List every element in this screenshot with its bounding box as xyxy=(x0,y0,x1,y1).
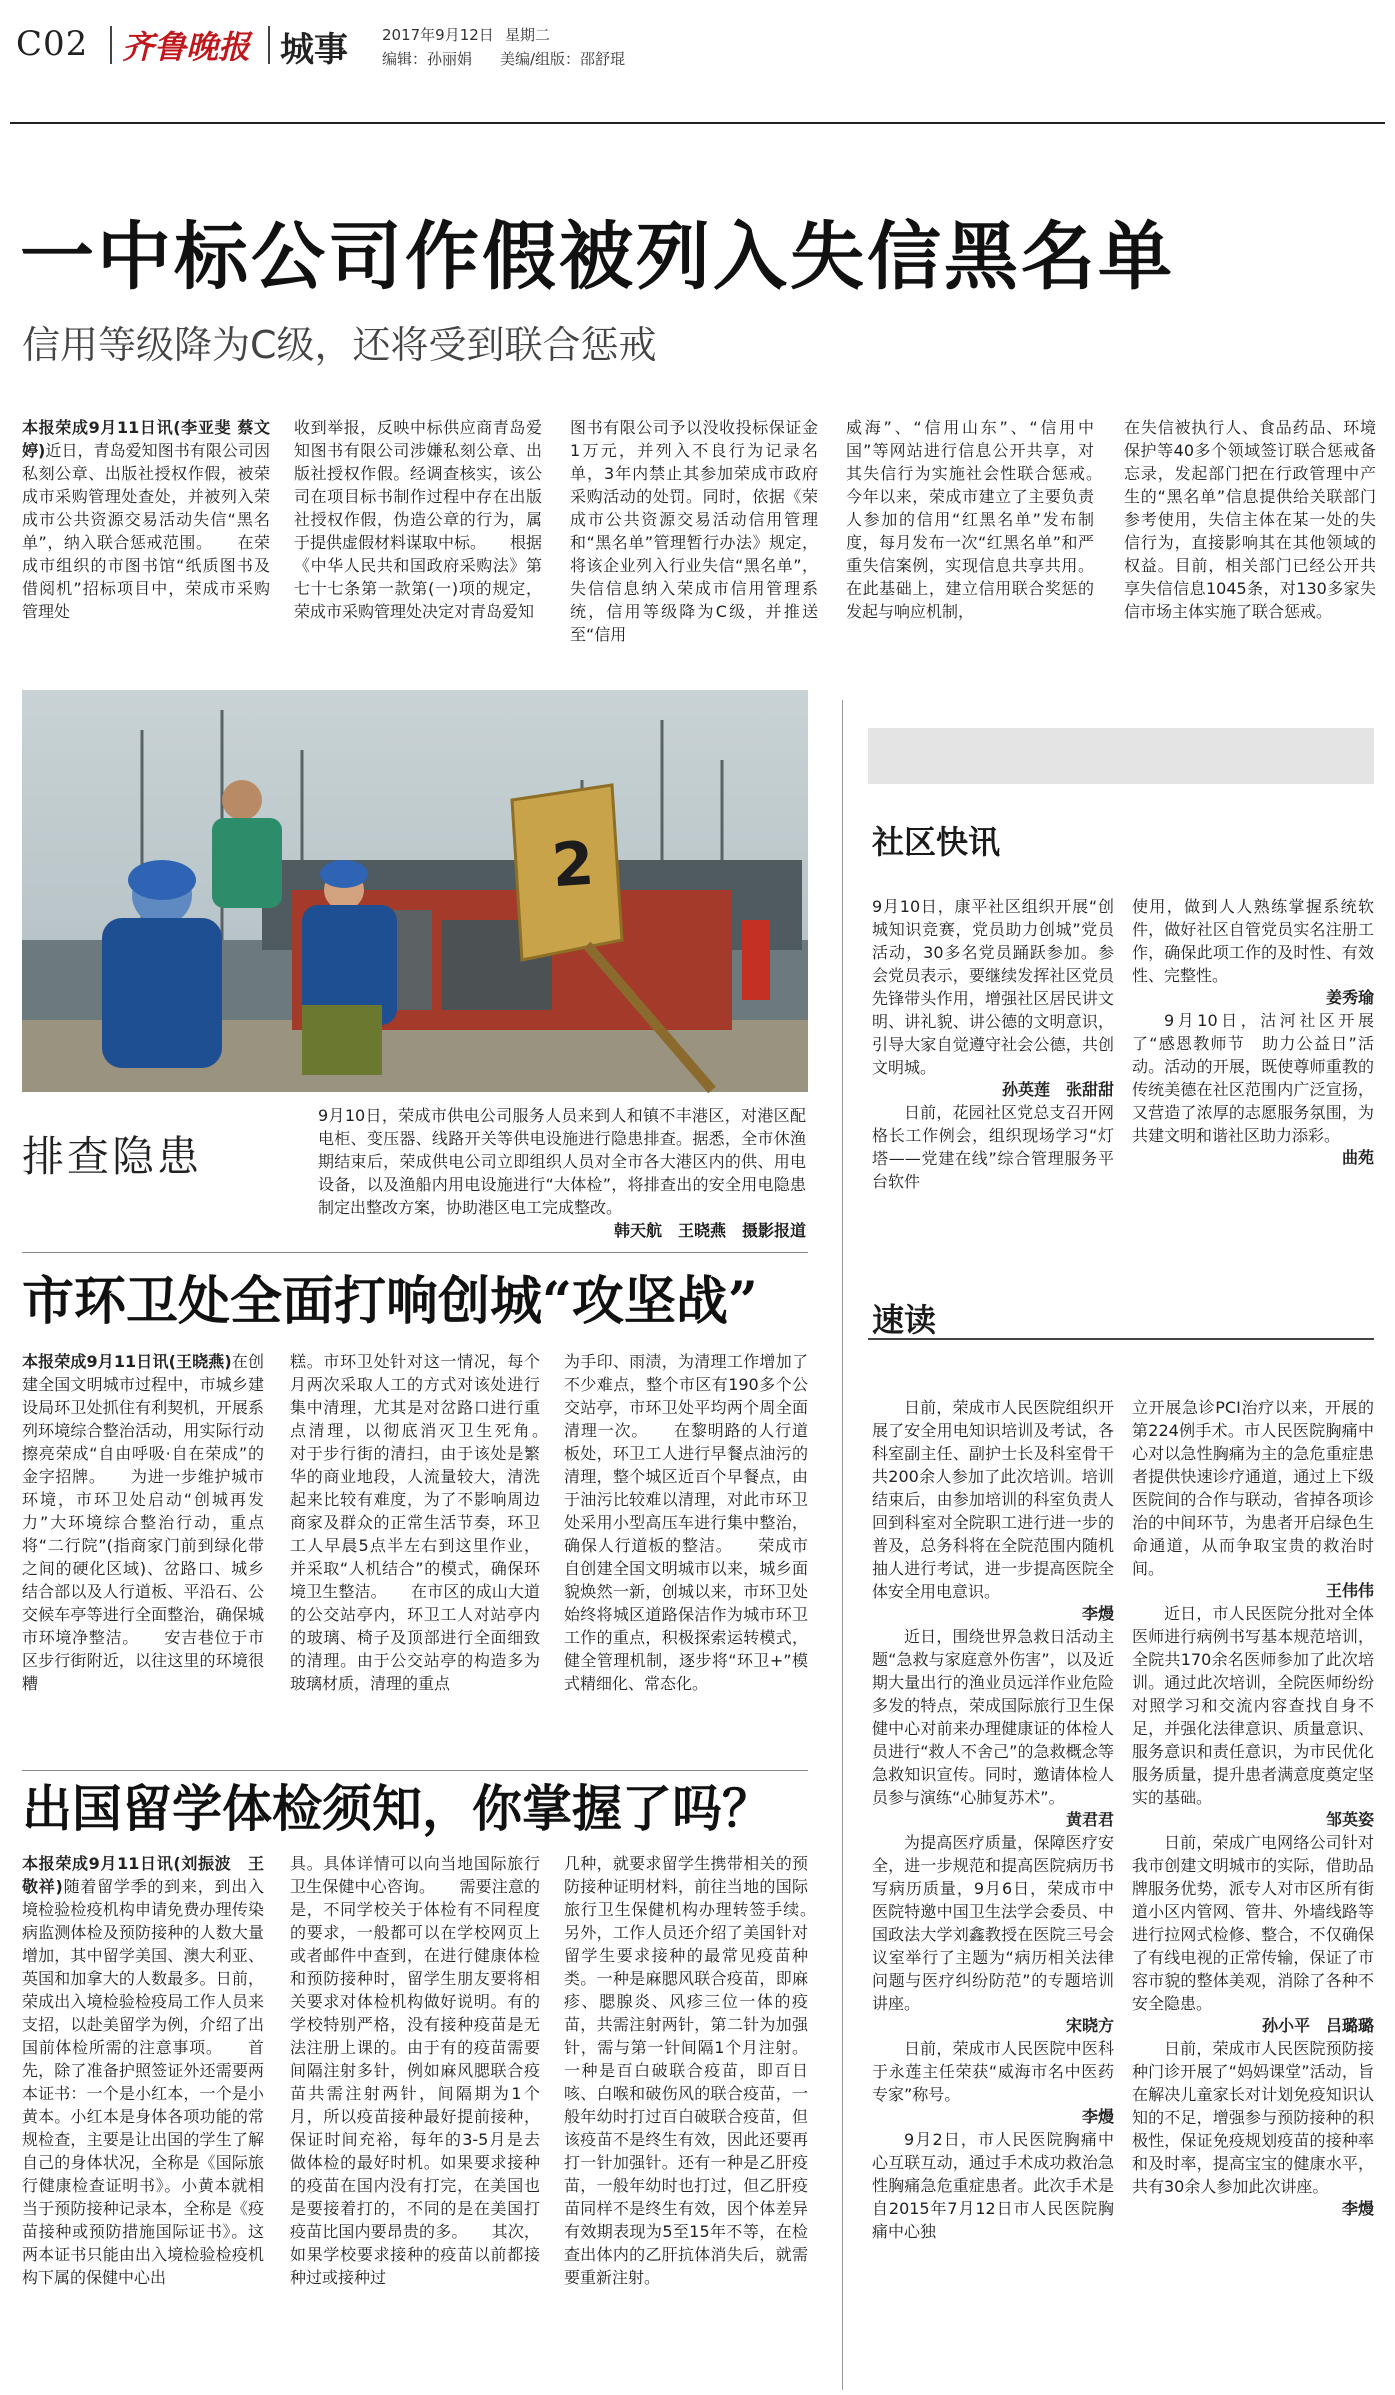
community-header-bar xyxy=(868,728,1374,784)
lead-headline: 一中标公司作假被列入失信黑名单 xyxy=(20,214,1175,300)
brief-byline: 黄君君 xyxy=(1065,1810,1114,1829)
header-rule xyxy=(10,122,1385,124)
lead-dateline: 本报荣成9月11日讯(李亚斐 蔡文婷) xyxy=(22,418,270,460)
community-byline: 姜秀瑜 xyxy=(1325,988,1374,1007)
masthead xyxy=(10,18,1395,78)
lead-column-5: 在失信被执行人、食品药品、环境保护等40多个领域签订联合惩戒备忘录，发起部门把在行政管理中产生的“黑名单”信息提供给关联部门参考使用，失信主体在某一处的失信行为，直接影响其在其他领域的权益。目前，相关部门已经公开共享失信信息1045条，对130多家失信市场主体实施了联合惩戒。 xyxy=(1124,418,1376,621)
photo-label: 排查隐患 xyxy=(22,1132,203,1181)
health-column-2: 具。具体详情可以向当地国际旅行卫生保健中心咨询。 需要注意的是，不同学校关于体检有不同程度的要求，一般都可以在学校网页上或者邮件中查到，在进行健康体检和预防接种时，留学生朋友要将相关要求对体检机构做好说明。有的学校特别严格，没有接种疫苗是无法注册上课的。由于有的疫苗需要间隔注射多针，例如麻风腮联合疫苗共需注射两针，间隔期为1个月，所以疫苗接种最好提前接种，保证时间充裕，每年的3-5月是去做体检的最好时机。如果要求接种的疫苗在国内没有打完，在美国也是要接着打的，不同的是在美国打疫苗比国内要昂贵的多。 其次，如果学校要求接种的疫苗以前都接种过或接种过 xyxy=(290,1854,540,2287)
news-photo xyxy=(22,690,808,1092)
sanitation-headline: 市环卫处全面打响创城“攻坚战” xyxy=(22,1271,758,1332)
brief-column-1: 日前，荣成市人民医院组织开展了安全用电知识培训及考试，各科室副主任、副护士长及科室骨干共200余人参加了此次培训。培训结束后，由参加培训的科室负责人回到科室对全院职工进行进一步的普及，总务科将在全院范围内随机抽人进行考试，进一步提高医院全体安全用电意识。 李熳 近日，围绕世界急救日活动主题“急救与家庭意外伤害”，以及近期大量出行的渔业员远洋作业危险多发的特点，荣成国际旅行卫生保健中心对前来办理健康证的体检人员进行“救人不舍己”的急救概念等急救知识宣传。同时，邀请体检人员参与演练“心肺复苏术”。 黄君君 为提高医疗质量，保障医疗安全，进一步规范和提高医院病历书写病历质量，9月6日，荣成市中医院特邀中国卫生法学会委员、中国政法大学刘鑫教授在医院三号会议室举行了主题为“病历相关法律问题与医疗纠纷防范”的专题培训讲座。 宋晓方 日前，荣成市人民医院中医科于永莲主任荣获“威海市名中医药专家”称号。 李熳 9月2日，市人民医院胸痛中心互联互动，通过手术成功救治急性胸痛急危重症患者。此次手术是自2015年7月12日市人民医院胸痛中心独 xyxy=(872,1398,1114,2241)
brief-byline: 王伟伟 xyxy=(1325,1581,1374,1600)
lead-column-4: 威海”、“信用山东”、“信用中国”等网站进行信息公开共享，对其失信行为实施社会性联合惩戒。 今年以来，荣成市建立了主要负责人参加的信用“红黑名单”发布制度，每月发布一次“红黑名单”和严重失信案例，实现信息共享共用。在此基础上，建立信用联合奖惩的发起与响应机制， xyxy=(846,418,1127,621)
sanitation-column-1: 本报荣成9月11日讯(王晓燕)在创建全国文明城市过程中，市城乡建设局环卫处抓住有利契机，开展系列环境综合整治活动，用实际行动擦亮荣成“自由呼吸·自在荣成”的金字招牌。 为进一步维护城市环境，市环卫处启动“创城再发力”大环境综合整治行动，重点将“二行院”(指商家门前到绿化带之间的硬化区域)、岔路口、城乡结合部以及人行道板、平沿石、公交候车亭等进行全面整治，确保城市环境净整洁。 安吉巷位于市区步行街附近，以往这里的环境很糟 xyxy=(22,1352,264,1693)
health-headline: 出国留学体检须知，你掌握了吗？ xyxy=(22,1779,772,1838)
community-title: 社区快讯 xyxy=(872,823,1001,861)
lead-column-1: 本报荣成9月11日讯(李亚斐 蔡文婷)近日，青岛爱知图书有限公司因私刻公章、出版社授权作假，被荣成市采购管理处查处，并被列入荣成市公共资源交易活动失信“黑名单”，纳入联合惩戒范围。 在荣成市组织的市图书馆“纸质图书及借阅机”招标项目中，荣成市采购管理处 xyxy=(22,418,270,621)
brief-byline: 李熳 xyxy=(1081,2107,1114,2126)
masthead-divider xyxy=(110,26,112,64)
section-rule xyxy=(22,1770,808,1771)
community-byline: 孙英莲 张甜甜 xyxy=(1001,1080,1114,1099)
brief-title: 速读 xyxy=(872,1301,937,1339)
designer-credit: 美编/组版：邵舒琨 xyxy=(500,50,626,68)
issue-date: 2017年9月12日 xyxy=(382,26,494,44)
section-rule xyxy=(22,1252,808,1253)
brief-byline: 孙小平 吕璐璐 xyxy=(1261,2016,1374,2035)
column-rule xyxy=(842,700,843,2390)
paper-name-logo: 齐鲁晚报 xyxy=(122,28,251,66)
issue-weekday: 星期二 xyxy=(505,26,551,44)
brief-byline: 邹英姿 xyxy=(1325,1810,1374,1829)
harbor-photo-illustration xyxy=(22,690,808,1092)
community-column-1: 9月10日，康平社区组织开展“创城知识竞赛，党员助力创城”党员活动，30多名党员踊跃参加。参会党员表示，要继续发挥社区党员先锋带头作用，增强社区居民讲文明、讲礼貌、讲公德的文明意识，引导大家自觉遵守社会公德，共创文明城。 孙英莲 张甜甜 日前，花园社区党总支召开网格长工作例会，组织现场学习“灯塔——党建在线”综合管理服务平台软件 xyxy=(872,897,1114,1191)
brief-byline: 宋晓方 xyxy=(1065,2016,1114,2035)
photo-caption: 9月10日，荣成市供电公司服务人员来到人和镇不丰港区，对港区配电柜、变压器、线路开关等供电设施进行隐患排查。据悉，全市休渔期结束后，荣成供电公司立即组织人员对全市各大港区内的供、用电设备，以及渔船内用电设施进行“大体检”，将排查出的安全用电隐患制定出整改方案，协助港区电工完成整改。 xyxy=(318,1106,806,1217)
sanitation-column-3: 为手印、雨渍，为清理工作增加了不少难点，整个市区有190多个公交站亭，市环卫处平均两个周全面清理一次。 在黎明路的人行道板处，环卫工人进行早餐点油污的清理，整个城区近百个早餐点，由于油污比较难以清理，对此市环卫处采用小型高压车进行集中整治，确保人行道板的整洁。 荣成市自创建全国文明城市以来，城乡面貌焕然一新，创城以来，市环卫处始终将城区道路保洁作为城市环卫工作的重点，积极探索运转模式，健全管理机制，逐步将“环卫+”模式精细化、常态化。 xyxy=(564,1352,808,1693)
community-column-2: 使用，做到人人熟练掌握系统软件，做好社区自管党员实名注册工作，确保此项工作的及时性、有效性、完整性。 姜秀瑜 9月10日，沽河社区开展了“感恩教师节 助力公益日”活动。活动的开展，既使尊师重教的传统美德在社区范围内广泛宣扬，又营造了浓厚的志愿服务氛围，为共建文明和谐社区助力添彩。 曲苑 xyxy=(1132,897,1374,1167)
page-number: C02 xyxy=(16,24,89,64)
brief-column-2: 立开展急诊PCI治疗以来，开展的第224例手术。市人民医院胸痛中心对以急性胸痛为主的急危重症患者提供快速诊疗通道，通过上下级医院间的合作与联动，省掉各项诊治的中间环节，为患者开启绿色生命通道，从而争取宝贵的救治时间。 王伟伟 近日，市人民医院分批对全体医师进行病例书写基本规范培训，全院共170余名医师参加了此次培训。通过此次培训，全院医师纷纷对照学习和交流内容查找自身不足，并强化法律意识、质量意识、服务意识和责任意识，为市民优化服务质量，提升患者满意度奠定坚实的基础。 邹英姿 日前，荣成广电网络公司针对我市创建文明城市的实际，借助品牌服务优势，派专人对市区所有街道小区内管网、管井、外墙线路等进行拉网式检修、整合，不仅确保了有线电视的正常传输，保证了市容市貌的整体美观，消除了各种不安全隐患。 孙小平 吕璐璐 日前，荣成市人民医院预防接种门诊开展了“妈妈课堂”活动，旨在解决儿童家长对计划免疫知识认知的不足，增强参与预防接种的积极性，保证免疫规划疫苗的接种率和及时率，提高宝宝的健康水平，共有30余人参加此次讲座。 李熳 xyxy=(1132,1398,1374,2218)
health-column-1: 本报荣成9月11日讯(刘振波 王敬祥)随着留学季的到来，到出入境检验检疫机构申请免费办理传染病监测体检及预防接种的人数大量增加，其中留学美国、澳大利亚、英国和加拿大的人数最多。日前，荣成出入境检验检疫局工作人员来支招，以赴美留学为例，介绍了出国前体检所需的注意事项。 首先，除了准备护照签证外还需要两本证书：一个是小红本，一个是小黄本。小红本是身体各项功能的常规检查，主要是让出国的学生了解自己的身体状况，全称是《国际旅行健康检查证明书》。小黄本就相当于预防接种记录本，全称是《疫苗接种或预防措施国际证书》。这两本证书只能由出入境检验检疫机构下属的保健中心出 xyxy=(22,1854,264,2287)
section-name: 城事 xyxy=(280,30,348,70)
masthead-divider xyxy=(268,26,270,64)
brief-byline: 李熳 xyxy=(1081,1604,1114,1623)
sanitation-column-2: 糕。市环卫处针对这一情况，每个月两次采取人工的方式对该处进行集中清理，尤其是对岔路口进行重点清理，以彻底消灭卫生死角。 对于步行街的清扫，由于该处是繁华的商业地段，人流量较大，清洗起来比较有难度，为了不影响周边商家及群众的正常生活节奏，环卫工人早晨5点半左右到这里作业，并采取“人机结合”的模式，确保环境卫生整洁。 在市区的成山大道的公交站亭内，环卫工人对站亭内的玻璃、椅子及顶部进行全面细致的清理。由于公交站亭的构造多为玻璃材质，清理的重点 xyxy=(290,1352,573,1693)
brief-byline: 李熳 xyxy=(1341,2199,1374,2218)
lead-column-2: 收到举报，反映中标供应商青岛爱知图书有限公司涉嫌私刻公章、出版社授权作假。经调查核实，该公司在项目标书制作过程中存在出版社授权作假，伪造公章的行为，属于提供虚假材料谋取中标。 根据《中华人民共和国政府采购法》第七十七条第一款第(一)项的规定，荣成市采购管理处决定对青岛爱知 xyxy=(294,418,543,621)
health-column-3: 几种，就要求留学生携带相关的预防接种证明材料，前往当地的国际旅行卫生保健机构办理转签手续。 另外，工作人员还介绍了美国针对留学生要求接种的最常见疫苗种类。一种是麻腮风联合疫苗，即麻疹、腮腺炎、风疹三位一体的疫苗，共需注射两针，第二针为加强针，需与第一针间隔1个月注射。一种是百白破联合疫苗，即百日咳、白喉和破伤风的联合疫苗，一般年幼时打过百白破联合疫苗，但该疫苗不是终生有效，因此还要再打一针加强针。还有一种是乙肝疫苗，一般年幼时也打过，但乙肝疫苗同样不是终生有效，因个体差异有效期表现为5至15年不等，在检查出体内的乙肝抗体消失后，就需要重新注射。 xyxy=(564,1854,841,2287)
switchbox-number: 2 xyxy=(549,828,597,902)
community-byline: 曲苑 xyxy=(1341,1148,1374,1167)
editor-credit: 编辑：孙丽娟 xyxy=(382,50,473,68)
brief-header-bar xyxy=(868,1286,1374,1340)
lead-subtitle: 信用等级降为C级，还将受到联合惩戒 xyxy=(22,323,657,367)
lead-column-3: 图书有限公司予以没收投标保证金1万元，并列入不良行为记录名单，3年内禁止其参加荣成市政府采购活动的处罚。同时，依据《荣成市公共资源交易活动信用管理和“黑名单”管理暂行办法》规定，将该企业列入行业失信“黑名单”，失信信息纳入荣成市信用管理系统，信用等级降为C级，并推送至“信用 xyxy=(570,418,818,644)
photo-credit: 韩天航 王晓燕 摄影报道 xyxy=(613,1221,806,1240)
